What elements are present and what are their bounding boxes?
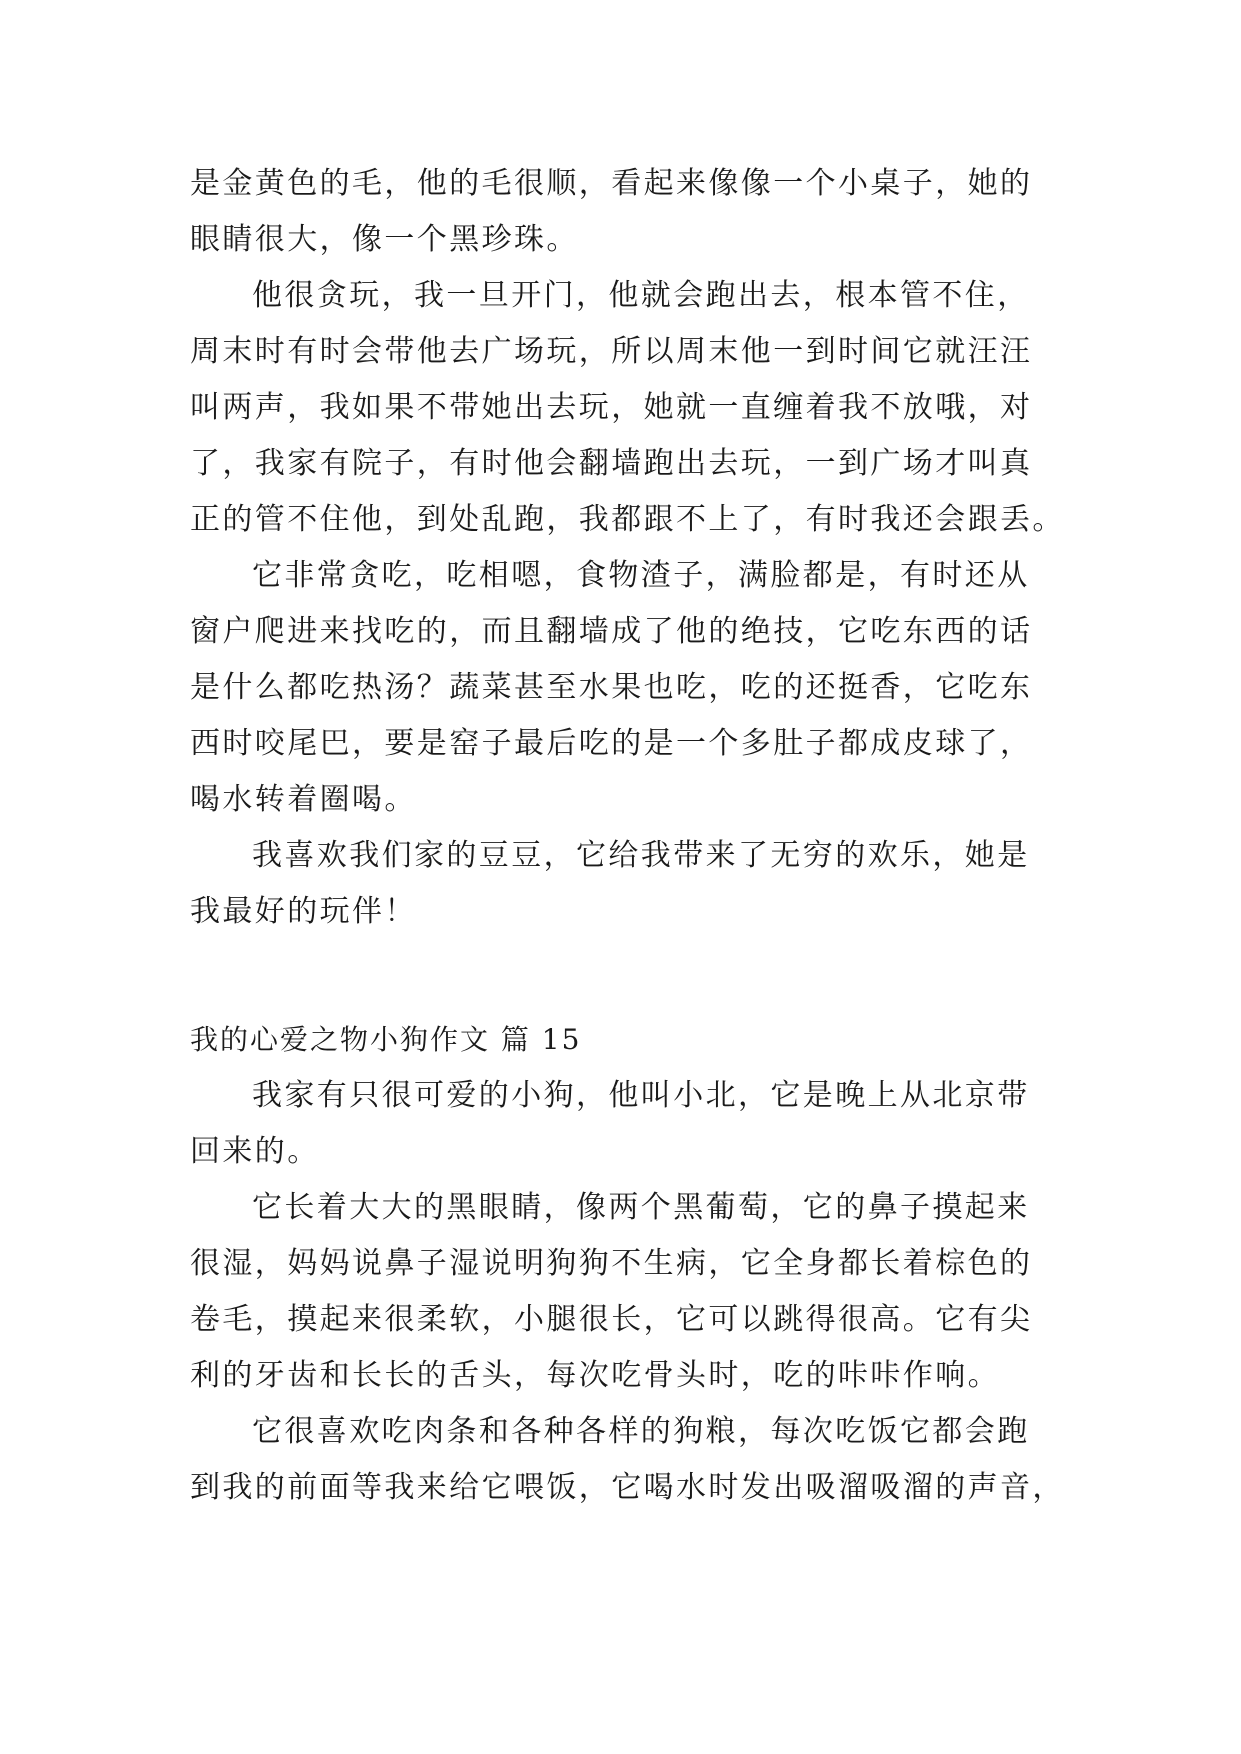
section-spacer: [190, 940, 1060, 1012]
text-line: 它非常贪吃，吃相嗯，食物渣子，满脸都是，有时还从: [252, 558, 1030, 593]
text-line: 很湿，妈妈说鼻子湿说明狗狗不生病，它全身都长着棕色的: [190, 1246, 1033, 1281]
paragraph: [190, 268, 1065, 548]
text-line: 到我的前面等我来给它喂饭，它喝水时发出吸溜吸溜的声音，: [190, 1470, 1065, 1505]
text-line: 眼睛很大，像一个黑珍珠。: [190, 222, 579, 257]
text-line: 利的牙齿和长长的舌头，每次吃骨头时，吃的咔咔作响。: [190, 1358, 1000, 1393]
text-line: 它很喜欢吃肉条和各种各样的狗粮，每次吃饭它都会跑: [252, 1414, 1030, 1449]
text-line: 我家有只很可爱的小狗，他叫小北，它是晚上从北京带: [252, 1078, 1030, 1113]
text-line: 正的管不住他，到处乱跑，我都跟不上了，有时我还会跟丢。: [190, 502, 1065, 537]
paragraph: [190, 1180, 1060, 1404]
text-line: 回来的。: [190, 1134, 320, 1169]
paragraph-continued: [190, 156, 1060, 268]
text-line: 窗户爬进来找吃的，而且翻墙成了他的绝技，它吃东西的话: [190, 614, 1033, 649]
text-line: 他很贪玩，我一旦开门，他就会跑出去，根本管不住，: [252, 278, 1030, 313]
text-line: 它长着大大的黑眼睛，像两个黑葡萄，它的鼻子摸起来: [252, 1190, 1030, 1225]
text-line: 我最好的玩伴！: [190, 894, 417, 929]
paragraph: [190, 1068, 1060, 1180]
text-line: 叫两声，我如果不带她出去玩，她就一直缠着我不放哦，对: [190, 390, 1033, 425]
text-line: 是金黄色的毛，他的毛很顺，看起来像像一个小桌子，她的: [190, 166, 1033, 201]
text-line: 卷毛，摸起来很柔软，小腿很长，它可以跳得很高。它有尖: [190, 1302, 1033, 1337]
text-line: 周末时有时会带他去广场玩，所以周末他一到时间它就汪汪: [190, 334, 1033, 369]
paragraph: [190, 828, 1060, 940]
text-line: 我喜欢我们家的豆豆，它给我带来了无穷的欢乐，她是: [252, 838, 1030, 873]
text-line: 喝水转着圈喝。: [190, 782, 417, 817]
paragraph: [190, 1404, 1065, 1516]
text-line: 是什么都吃热汤？蔬菜甚至水果也吃，吃的还挺香，它吃东: [190, 670, 1033, 705]
paragraph: [190, 548, 1060, 828]
text-line: 了，我家有院子，有时他会翻墙跑出去玩，一到广场才叫真: [190, 446, 1033, 481]
document-body: [190, 156, 1065, 1516]
text-line: 西时咬尾巴，要是窑子最后吃的是一个多肚子都成皮球了，: [190, 726, 1033, 761]
section-heading: 我的心爱之物小狗作文 篇 15: [190, 1023, 582, 1056]
